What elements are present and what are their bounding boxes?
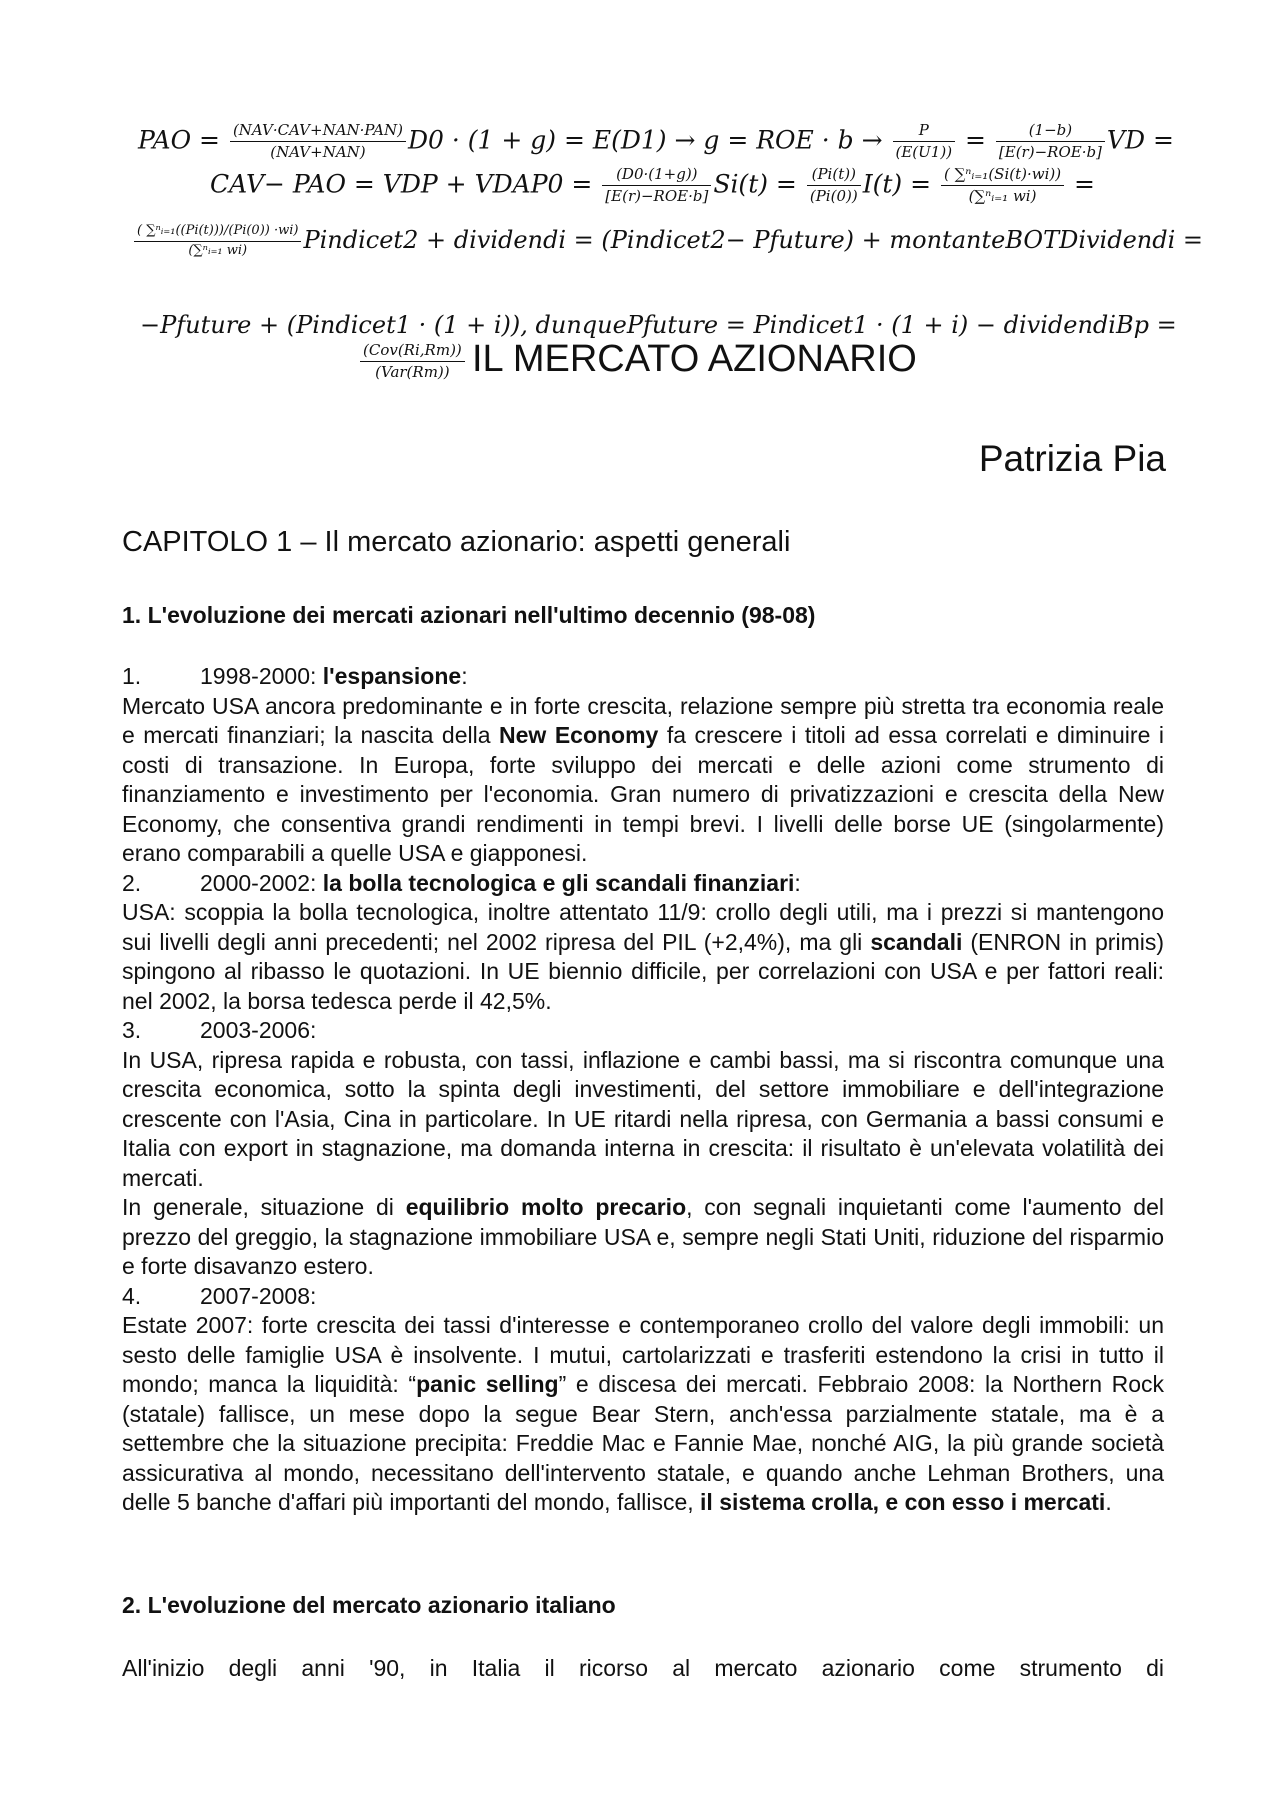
- formula-text: PAO =: [138, 125, 220, 155]
- paragraph: In generale, situazione di equilibrio molto precario, con segnali inquietanti come l'aumento del prezzo del greggio, la stagnazione immobiliare USA e, sempre negli Stati Uniti, riduzione del risparmio e forte disavanzo estero.: [122, 1194, 1164, 1279]
- formula-fraction: $\frac{\text{( ∑ⁿᵢ₌₁((Pi(t)))/(Pi(0)) ·wi)}}{\text{(∑ⁿᵢ₌₁ wi)}}$: [134, 224, 301, 259]
- formula-text: =: [1074, 169, 1095, 199]
- formula-fraction: $\frac{(1-b)}{\text{[E(r)−ROE·b]}}$: [996, 122, 1105, 162]
- formula-text: Pindicet2 + dividendi = (Pindicet2− Pfuture) + montanteBOTDividendi =: [303, 225, 1204, 254]
- formula-fraction: $\frac{\text{( ∑ⁿᵢ₌₁(Si(t)·wi))}}{\text{(∑ⁿᵢ₌₁ wi)}}$: [941, 166, 1064, 206]
- section-body: [122, 1654, 1164, 1684]
- section-heading: 2. L'evoluzione del mercato azionario italiano: [122, 1592, 616, 1618]
- paragraph: In USA, ripresa rapida e robusta, con tassi, inflazione e cambi bassi, ma si riscontra comunque una crescita economica, sotto la spinta degli investimenti, del settore immobiliare e dell'integrazione crescente con l'Asia, Cina in particolare. In UE ritardi nella ripresa, con Germania a bassi consumi e Italia con export in stagnazione, ma domanda interna in crescita: il risultato è un'elevata volatilità dei mercati.: [122, 1046, 1164, 1191]
- formula-text: =: [965, 125, 986, 155]
- formula-fraction: $\frac{\text{(NAV·CAV+NAN·PAN)}}{\text{(NAV+NAN)}}$: [230, 122, 406, 162]
- paragraph: Estate 2007: forte crescita dei tassi d'interesse e contemporaneo crollo del valore degli immobili: un sesto delle famiglie USA è insolvente. I mutui, cartolarizzati e trasferiti estendono la crisi in tutto il mondo; manca la liquidità: “panic selling” e discesa dei mercati. Febbraio 2008: la Northern Rock (statale) fallisce, un mese dopo la segue Bear Stern, anch'essa parzialmente statale, ma è a settembre che la situazione precipita: Freddie Mac e Fannie Mae, nonché AIG, la più grande società assicurativa al mondo, necessitano dell'intervento statale, e quando anche Lehman Brothers, una delle 5 banche d'affari più importanti del mondo, fallisce, il sistema crolla, e con esso i mercati.: [122, 1312, 1164, 1515]
- formula-text: CAV− PAO = VDP + VDAP0 =: [210, 169, 593, 199]
- formula-fraction: $\frac{\text{(Cov(Ri,Rm))}}{\text{(Var(Rm))}}$: [360, 342, 465, 382]
- list-item-header: 1. 1998-2000: l'espansione:: [122, 663, 468, 689]
- section-body: [122, 662, 1164, 1518]
- formula-row-4: [140, 312, 1177, 337]
- formula-fraction: $\frac{(Pi(t))}{(Pi(0))}$: [807, 166, 861, 206]
- formula-fraction: $\frac{P}{(E(U1))}$: [893, 122, 956, 162]
- formula-text: VD =: [1106, 125, 1174, 155]
- formula-row-5: [358, 342, 467, 382]
- formula-text: D0 · (1 + g) = E(D1) → g = ROE · b →: [407, 125, 883, 155]
- paragraph: All'inizio degli anni '90, in Italia il ricorso al mercato azionario come strumento di: [122, 1655, 1164, 1681]
- paragraph: Mercato USA ancora predominante e in forte crescita, relazione sempre più stretta tra economia reale e mercati finanziari; la nascita della New Economy fa crescere i titoli ad essa correlati e diminuire i costi di transazione. In Europa, forte sviluppo dei mercati e delle azioni come strumento di finanziamento e investimento per l'economia. Gran numero di privatizzazioni e crescita della New Economy, che consentiva grandi rendimenti in tempi brevi. I livelli delle borse UE (singolarmente) erano comparabili a quelle USA e giapponesi.: [122, 692, 1164, 866]
- section-heading: 1. L'evoluzione dei mercati azionari nell'ultimo decennio (98-08): [122, 602, 816, 628]
- formula-row-2: [210, 166, 1095, 206]
- paragraph: USA: scoppia la bolla tecnologica, inoltre attentato 11/9: crollo degli utili, ma i prezzi si mantengono sui livelli degli anni precedenti; nel 2002 ripresa del PIL (+2,4%), ma gli scandali (ENRON in primis) spingono al ribasso le quotazioni. In UE biennio difficile, per correlazioni con USA e per fattori reali: nel 2002, la borsa tedesca perde il 42,5%.: [122, 899, 1164, 1014]
- formula-text: I(t) =: [862, 169, 932, 199]
- list-item-header: 4. 2007-2008:: [122, 1282, 317, 1309]
- formula-row-1: [138, 122, 1174, 162]
- formula-fraction: $\frac{(D0\cdot(1+g))}{\text{[E(r)−ROE·b]}}$: [602, 166, 711, 206]
- formula-row-3: [132, 224, 1203, 259]
- formula-text: Si(t) =: [713, 169, 797, 199]
- formula-text: −Pfuture + (Pindicet1 · (1 + i)), dunquePfuture = Pindicet1 · (1 + i) − dividendiBp =: [140, 311, 1177, 339]
- document-title: IL MERCATO AZIONARIO: [472, 338, 917, 380]
- list-item-header: 3. 2003-2006:: [122, 1017, 317, 1043]
- author-name: Patrizia Pia: [978, 438, 1166, 479]
- list-item-header: 2. 2000-2002: la bolla tecnologica e gli scandali finanziari:: [122, 869, 801, 896]
- chapter-heading: CAPITOLO 1 – Il mercato azionario: aspetti generali: [122, 526, 791, 558]
